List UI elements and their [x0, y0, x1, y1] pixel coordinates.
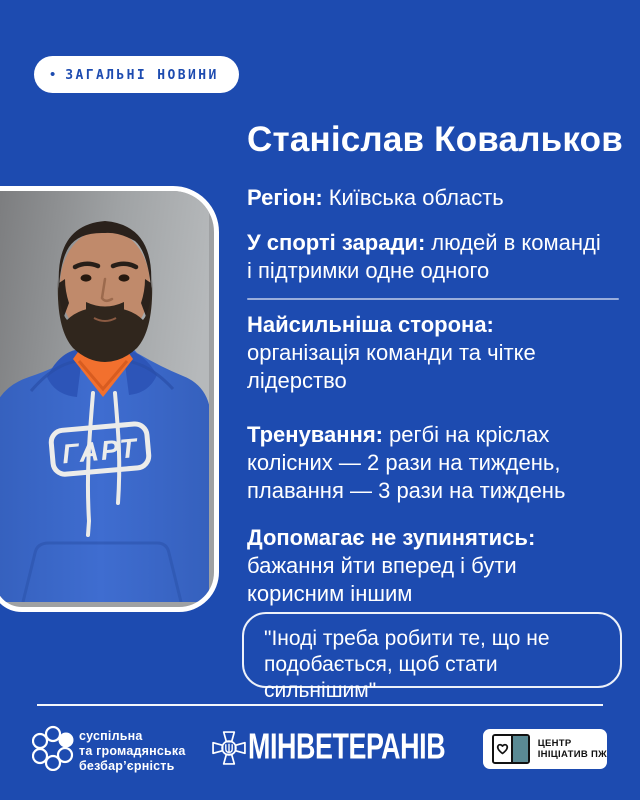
barrier-free-line-1: суспільна	[79, 729, 143, 743]
barrier-free-text	[79, 729, 186, 774]
training-label: Тренування:	[247, 422, 384, 447]
page-title: Станіслав Ковальков	[247, 120, 623, 159]
footer-divider	[37, 704, 603, 706]
training-value-1: регбі на кріслах	[389, 422, 550, 447]
strength-line-2: лідерство	[247, 368, 347, 393]
barrier-free-circles-icon	[32, 725, 76, 771]
quote-line-1: "Іноді треба робити те, що не	[264, 627, 550, 650]
portrait-frame	[0, 186, 219, 612]
teal-square	[511, 736, 528, 762]
training-line-1	[247, 421, 625, 449]
strength-section	[247, 311, 625, 395]
sport-section	[247, 229, 625, 285]
bullet-dot-icon: •	[50, 66, 56, 83]
region-line	[247, 184, 625, 212]
motivation-line-1: бажання йти вперед і бути	[247, 553, 517, 578]
region-label: Регіон:	[247, 185, 323, 210]
quote-line-2: подобається, щоб стати сильнішим"	[264, 653, 498, 702]
heart-icon	[494, 736, 511, 762]
portrait-photo	[0, 191, 209, 602]
section-divider	[247, 298, 619, 300]
motivation-line-2: корисним іншим	[247, 581, 413, 606]
strength-line-1: організація команди та чітке	[247, 340, 536, 365]
sport-label: У спорті заради:	[247, 230, 426, 255]
sport-value-1: людей в команді	[431, 230, 601, 255]
ministry-name: МІНВЕТЕРАНІВ	[248, 726, 446, 767]
barrier-free-line-2: та громадянська	[79, 744, 186, 758]
sport-line-1	[247, 229, 625, 257]
center-initiatives-badge	[483, 729, 607, 769]
training-section	[247, 421, 625, 505]
center-line-1: ЦЕНТР	[537, 737, 572, 749]
news-category-badge	[34, 56, 239, 93]
center-line-2: ІНІЦІАТИВ ПЖ	[537, 749, 607, 760]
training-line-2: колісних — 2 рази на тиждень,	[247, 450, 561, 475]
quote-box	[242, 612, 622, 702]
strength-label: Найсильніша сторона:	[247, 312, 494, 337]
shirt-logo-text: ГАРТ	[60, 432, 140, 470]
center-initiatives-text	[538, 738, 607, 761]
ministry-emblem-icon	[212, 731, 246, 765]
region-value: Київська область	[328, 185, 504, 210]
motivation-section	[247, 524, 625, 608]
news-category-label: ЗАГАЛЬНІ НОВИНИ	[65, 67, 219, 83]
center-logo-icon	[492, 734, 530, 764]
sport-line-2: і підтримки одне одного	[247, 258, 490, 283]
barrier-free-line-3: безбар’єрність	[79, 759, 175, 773]
region-row	[247, 184, 625, 212]
training-line-3: плавання — 3 рази на тиждень	[247, 478, 566, 503]
motivation-label: Допомагає не зупинятись:	[247, 525, 536, 550]
